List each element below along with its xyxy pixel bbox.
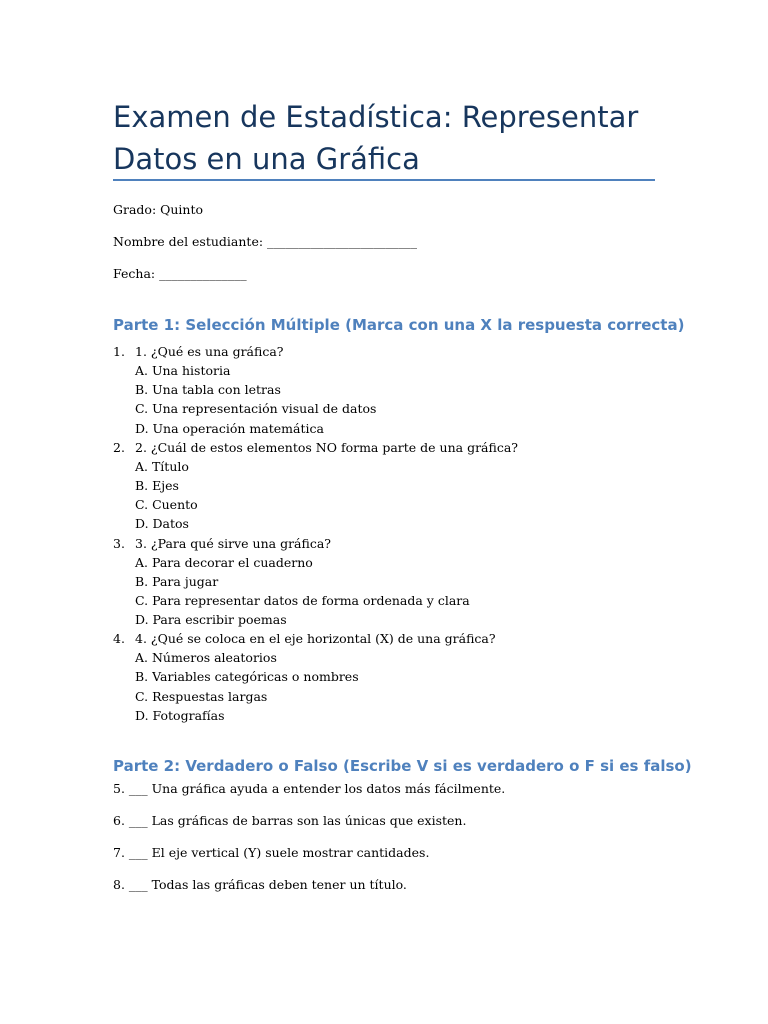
- answer-option: B. Una tabla con letras: [135, 382, 281, 398]
- answer-option: C. Para representar datos de forma ordenada y clara: [135, 592, 470, 608]
- true-false-item-7: 7. ___ El eje vertical (Y) suele mostrar cantidades.: [113, 845, 430, 860]
- question-text: 1. ¿Qué es una gráfica?: [135, 344, 284, 359]
- question-text: 4. ¿Qué se coloca en el eje horizontal (X) de una gráfica?: [135, 631, 496, 647]
- part2-heading: Parte 2: Verdadero o Falso (Escribe V si es verdadero o F si es falso): [113, 757, 692, 775]
- answer-option: A. Números aleatorios: [135, 650, 277, 666]
- answer-option: B. Variables categóricas o nombres: [135, 669, 359, 685]
- answer-option: A. Título: [135, 458, 189, 474]
- answer-option: B. Ejes: [135, 477, 179, 493]
- answer-option: C. Respuestas largas: [135, 688, 268, 704]
- question-2: [113, 438, 519, 534]
- multiple-choice-list: [113, 342, 519, 725]
- true-false-item-8: 8. ___ Todas las gráficas deben tener un título.: [113, 877, 407, 892]
- answer-option: D. Una operación matemática: [135, 420, 324, 436]
- question-3: [113, 534, 470, 630]
- question-text: 2. ¿Cuál de estos elementos NO forma parte de una gráfica?: [135, 439, 519, 455]
- question-1: [113, 342, 470, 438]
- answer-option: B. Para jugar: [135, 573, 219, 589]
- question-text: 3. ¿Para qué sirve una gráfica?: [135, 535, 331, 551]
- answer-option: C. Cuento: [135, 497, 198, 513]
- part1-heading: Parte 1: Selección Múltiple (Marca con una X la respuesta correcta): [113, 316, 685, 334]
- question-number: 1.: [113, 344, 125, 359]
- question-number: 2.: [113, 439, 125, 455]
- answer-option: A. Una historia: [135, 363, 231, 378]
- answer-option: D. Fotografías: [135, 707, 225, 723]
- date-line: Fecha: ______________: [113, 266, 247, 281]
- document-title: Examen de Estadística: Representar Datos en una Gráfica: [113, 100, 639, 176]
- true-false-item-5: 5. ___ Una gráfica ayuda a entender los datos más fácilmente.: [113, 781, 506, 796]
- grade-line: Grado: Quinto: [113, 202, 204, 217]
- question-number: 3.: [113, 535, 125, 551]
- question-number: 4.: [113, 631, 125, 647]
- answer-option: C. Una representación visual de datos: [135, 401, 377, 417]
- answer-option: A. Para decorar el cuaderno: [135, 554, 313, 570]
- question-4: [113, 629, 496, 725]
- student-name-line: Nombre del estudiante: ________________________: [113, 234, 418, 249]
- title-underline: [113, 179, 655, 181]
- answer-option: D. Datos: [135, 516, 189, 532]
- answer-option: D. Para escribir poemas: [135, 612, 287, 628]
- true-false-item-6: 6. ___ Las gráficas de barras son las únicas que existen.: [113, 813, 467, 828]
